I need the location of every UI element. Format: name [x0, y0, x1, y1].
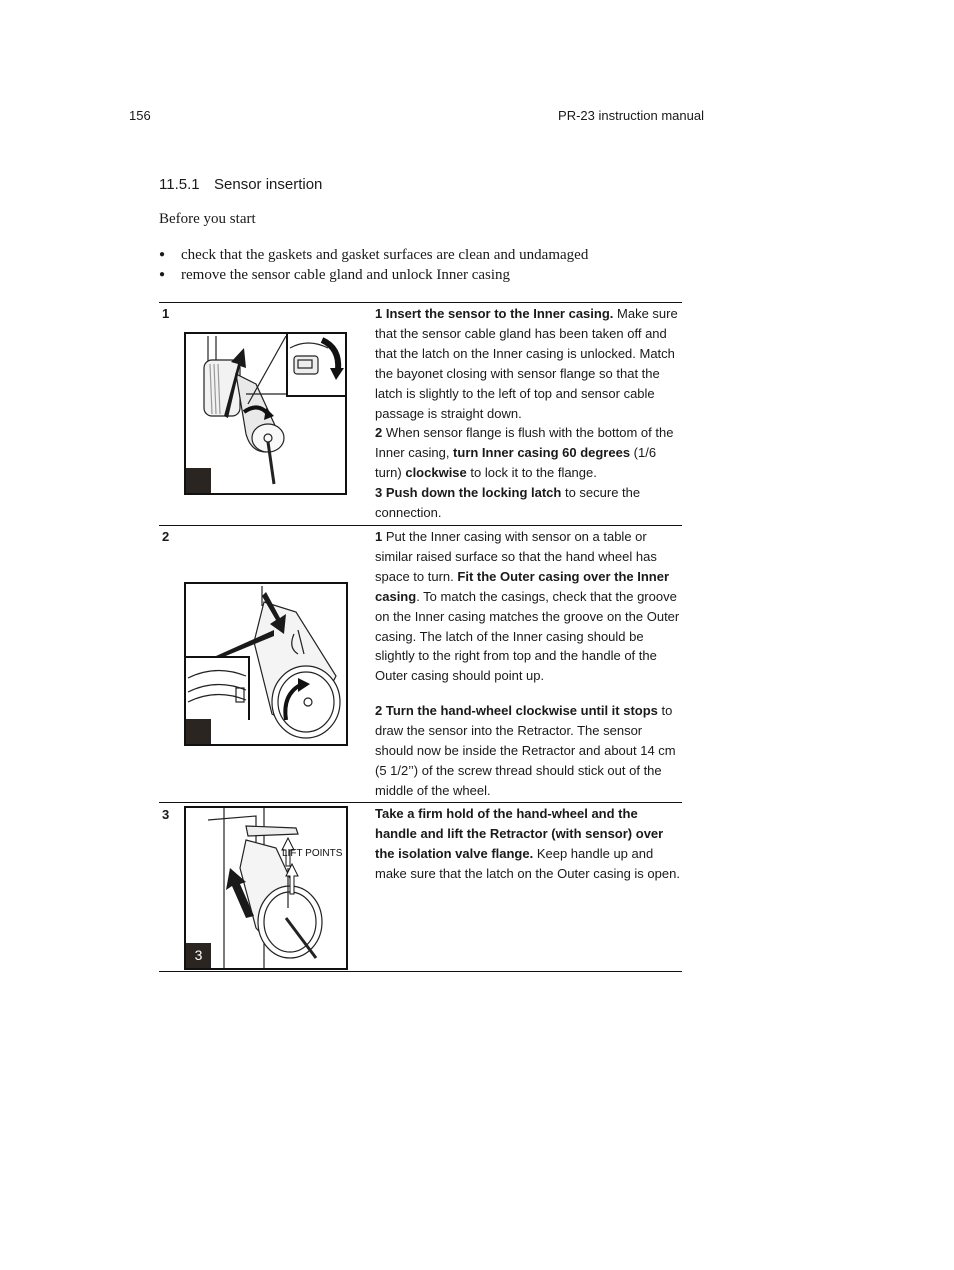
row-divider [159, 802, 682, 803]
step-1-instructions: 1 Insert the sensor to the Inner casing. Make sure that the sensor cable gland has been taken off and that the latch on the Inner casing is unlocked. Match the bayonet closing with sensor flange so that the latch is slightly to the left of top and sensor cable passage is straight down. 2 When sensor flange is flush with the bottom of the Inner casing, turn Inner casing 60 degrees (1/6 turn) clockwise to lock it to the flange. 3 Push down the locking latch to secure the connection. [375, 306, 678, 521]
section-heading [159, 176, 322, 193]
intro-text: Before you start [159, 211, 256, 227]
step-number: 3 [162, 807, 170, 822]
list-item: ● remove the sensor cable gland and unlock Inner casing [159, 265, 588, 285]
page-number: 156 [129, 108, 151, 123]
figure-number-tag [186, 468, 211, 493]
step-3-instructions: Take a firm hold of the hand-wheel and the handle and lift the Retractor (with sensor) over the isolation valve flange. Keep handle up and make sure that the latch on the Outer casing is open. [375, 806, 680, 881]
groove-detail-inset [186, 656, 250, 720]
step-number: 2 [162, 529, 170, 544]
prerequisite-list [159, 245, 588, 285]
figure-number-tag: 3 [186, 943, 211, 968]
list-item: ● check that the gaskets and gasket surfaces are clean and undamaged [159, 245, 588, 265]
table-bottom-rule [159, 971, 682, 972]
section-title: Sensor insertion [214, 176, 323, 193]
step-3-illustration [184, 806, 348, 970]
section-number: 11.5.1 [159, 176, 200, 193]
table-top-rule [159, 302, 682, 303]
lift-points-callout: LIFT POINTS [282, 848, 343, 859]
manual-title: PR-23 instruction manual [558, 108, 704, 123]
figure-number-tag [186, 719, 211, 744]
latch-detail-inset [286, 334, 347, 397]
step-2-illustration [184, 582, 348, 746]
step-1-illustration [184, 332, 347, 495]
step-number: 1 [162, 306, 170, 321]
row-divider [159, 525, 682, 526]
step-2-instructions: 1 Put the Inner casing with sensor on a table or similar raised surface so that the hand wheel has space to turn. Fit the Outer casing over the Inner casing. To match the casings, check that the groove on the Inner casing matches the groove on the Outer casing. The latch of the Inner casing should be slightly to the right from top and the handle of the Outer casing should point up. 2 Turn the hand-wheel clockwise until it stops to draw the sensor into the Retractor. The sensor should now be inside the Retractor and about 14 cm (5 1/2’’) of the screw thread should stick out of the middle of the wheel. [375, 529, 680, 798]
